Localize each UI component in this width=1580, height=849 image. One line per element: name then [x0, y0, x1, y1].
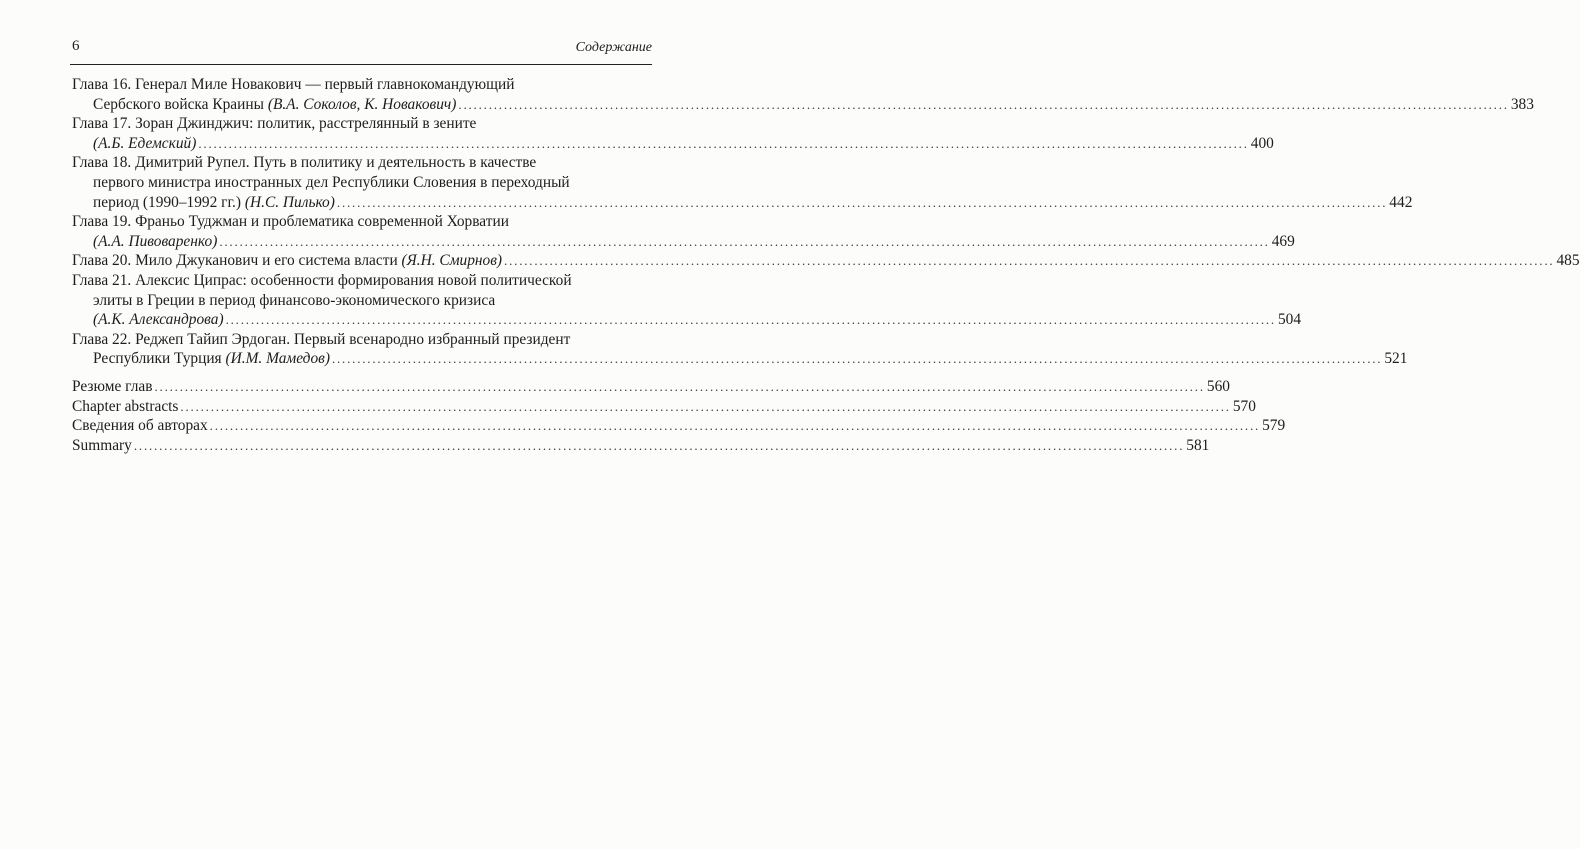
entry-authors: (И.М. Мамедов)	[225, 350, 330, 368]
entry-authors: (Н.С. Пилько)	[244, 193, 335, 211]
entry-title-text: Сербского войска Краины	[93, 95, 268, 113]
entry-page-number[interactable]: 400	[1250, 134, 1274, 152]
entry-last-line	[72, 95, 1534, 115]
entry-title-tail	[93, 135, 196, 152]
entry-title-tail	[93, 311, 224, 328]
dot-leader	[134, 436, 1184, 456]
entry-page-number[interactable]: 570	[1232, 397, 1256, 415]
dot-leader	[198, 136, 1248, 151]
toc-chapters	[72, 75, 1580, 369]
entry-page-number[interactable]: 485	[1556, 252, 1580, 270]
entry-title-line: элиты в Греции в период финансово-экономического кризиса	[93, 291, 496, 309]
entry-last-line	[72, 349, 1408, 369]
entry-title-text: период (1990–1992 гг.)	[93, 193, 245, 211]
dot-leader	[154, 377, 1204, 397]
entry-page-number[interactable]: 442	[1389, 193, 1413, 211]
running-header	[72, 34, 652, 60]
entry-title: Резюме глав	[72, 378, 153, 395]
toc-entry[interactable]	[72, 436, 1210, 456]
page-number: 6	[72, 38, 80, 54]
toc-entry[interactable]	[72, 397, 1256, 417]
entry-title-tail	[72, 251, 502, 271]
entry-authors: (А.К. Александрова)	[93, 311, 224, 329]
entry-title-line: первого министра иностранных дел Республики Словения в переходный	[93, 173, 570, 191]
dot-leader	[504, 251, 1554, 271]
entry-authors: (Я.Н. Смирнов)	[401, 252, 503, 270]
entry-title-text: Глава 20. Мило Джуканович и его система власти	[72, 252, 402, 270]
toc-entry[interactable]	[72, 212, 1295, 251]
dot-leader	[219, 234, 1269, 249]
entry-title-text: Республики Турция	[93, 350, 226, 368]
running-title: Содержание	[575, 40, 652, 55]
entry-last-line	[72, 193, 1413, 213]
entry-title-tail	[93, 194, 335, 211]
entry-page-number[interactable]: 521	[1384, 350, 1408, 368]
dot-leader	[226, 312, 1276, 327]
toc-back-matter	[72, 377, 1286, 455]
dot-leader	[332, 351, 1382, 366]
entry-last-line	[72, 134, 1274, 154]
dot-leader	[337, 195, 1387, 210]
toc-entry[interactable]	[72, 75, 1534, 114]
entry-title-tail	[93, 350, 330, 367]
dot-leader	[458, 97, 1508, 112]
toc-entry[interactable]	[72, 114, 1274, 153]
entry-authors: (А.Б. Едемский)	[93, 134, 197, 152]
entry-title-line: Глава 17. Зоран Джинджич: политик, расстрелянный в зените	[72, 115, 477, 133]
entry-authors: (А.А. Пивоваренко)	[93, 232, 218, 250]
toc-entry[interactable]	[72, 153, 1413, 212]
entry-title-line: Глава 18. Димитрий Рупел. Путь в политику и деятельность в качестве	[72, 154, 537, 172]
dot-leader	[180, 397, 1230, 417]
toc-entry[interactable]	[72, 377, 1230, 397]
entry-title-line: Глава 16. Генерал Миле Новакович — первый главнокомандующий	[72, 76, 515, 93]
entry-title: Summary	[72, 436, 132, 454]
entry-title: Сведения об авторах	[72, 417, 208, 435]
entry-title-tail	[93, 96, 456, 113]
entry-last-line	[72, 232, 1295, 252]
entry-page-number[interactable]: 504	[1277, 311, 1302, 329]
entry-last-line	[72, 310, 1302, 330]
entry-page-number[interactable]: 560	[1206, 378, 1230, 395]
entry-authors: (В.А. Соколов, К. Новакович)	[267, 95, 457, 113]
entry-title: Chapter abstracts	[72, 397, 179, 415]
entry-page-number[interactable]: 383	[1510, 95, 1534, 113]
toc-entry[interactable]	[72, 330, 1408, 369]
entry-last-line	[72, 251, 1580, 271]
entry-page-number[interactable]: 579	[1262, 417, 1286, 435]
header-rule	[70, 64, 652, 65]
entry-title-line: Глава 21. Алексис Ципрас: особенности формирования новой политической	[72, 271, 572, 289]
entry-page-number[interactable]: 469	[1271, 232, 1295, 250]
entry-title-tail	[93, 233, 217, 250]
entry-title-line: Глава 19. Франьо Туджман и проблематика современной Хорватии	[72, 213, 509, 231]
toc-entry[interactable]	[72, 416, 1286, 436]
entry-title-line: Глава 22. Реджеп Тайип Эрдоган. Первый всенародно избранный президент	[72, 330, 571, 348]
toc-entry[interactable]	[72, 251, 1580, 271]
entry-page-number[interactable]: 581	[1186, 436, 1210, 454]
dot-leader	[210, 416, 1260, 436]
toc-entry[interactable]	[72, 271, 1302, 330]
